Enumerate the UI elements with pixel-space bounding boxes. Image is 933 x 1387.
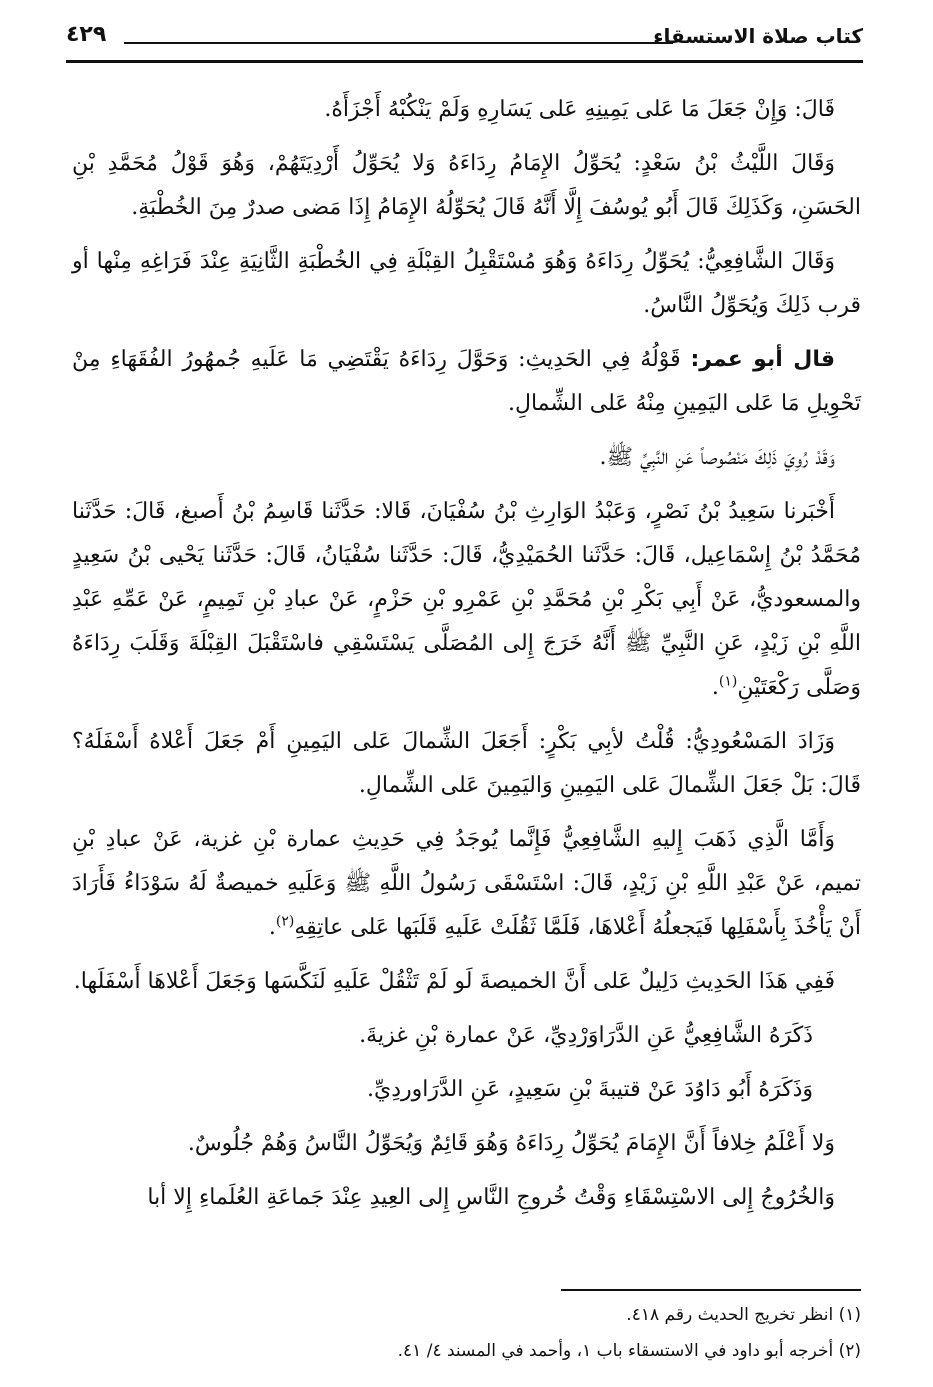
- footnote-marker: (١): [718, 673, 738, 690]
- footnote-separator: [561, 1289, 861, 1291]
- page-header: [66, 20, 863, 60]
- header-rule: [66, 60, 863, 63]
- header-underline: [124, 42, 673, 44]
- paragraph: ذَكَرَهُ الشَّافِعِيُّ عَنِ الدَّرَاوَرْدِيِّ، عَنْ عمارة بْنِ غزيةَ.: [359, 1023, 813, 1048]
- main-text: [72, 88, 861, 1230]
- paragraph: وَذَكَرَهُ أَبُو دَاوُدَ عَنْ قتيبةَ بْنِ سَعِيدٍ، عَنِ الدَّرَاوردِيِّ.: [367, 1077, 813, 1102]
- chapter-title: كتاب صلاة الاستسقاء: [653, 24, 863, 48]
- paragraph: قال أبو عمر: قَوْلُهُ فِي الحَدِيثِ: وَحَوَّلَ رِدَاءَهُ يَقْتَضِي مَا عَلَيهِ جُمهُورُ الفُقَهَاءِ مِنْ تَحْوِيلِ مَا عَلى اليَمِينِ مِنْهُ عَلى الشِّمالِ.: [72, 347, 861, 416]
- footnotes: [72, 1297, 861, 1369]
- paragraph: وَقَالَ الشَّافِعِيُّ: يُحَوِّلُ رِدَاءَهُ وَهُوَ مُسْتَقْبِلُ القِبْلَةِ فِي الخُطْبَةِ الثَّانِيَةِ عِنْدَ فَرَاغِهِ مِنْها أو قرب ذَلِكَ وَيُحَوِّلُ النَّاسُ.: [72, 249, 861, 318]
- paragraph: وَقَالَ اللَّيْثُ بْنُ سَعْدٍ: يُحَوِّلُ الإِمَامُ رِدَاءَهُ وَلا يُحَوِّلُ أَرْدِيَتَهُمْ، وَهُوَ قَوْلُ مُحَمَّدِ بْنِ الحَسَنِ، وَكَذَلِكَ قَالَ أَبُو يُوسُفَ إِلَّا أَنَّهُ قَالَ يُحَوِّلُهُ الإِمَامُ إِذَا مَضى صدرٌ مِنَ الخُطْبَةِ.: [72, 151, 861, 220]
- paragraph: وَالخُرُوجُ إِلى الاسْتِسْقَاءِ وَقْتُ خُروجِ النَّاسِ إِلى العِيدِ عِنْدَ جَماعَةِ العُلَماءِ إِلا أبا: [147, 1185, 835, 1210]
- paragraph: أَخْبَرنا سَعِيدُ بْنُ نَصْرٍ، وَعَبْدُ الوَارِثِ بْنُ سُفْيَانَ، قَالا: حَدَّثَنا قَاسِمُ بْنُ أَصبغ، قَالَ: حَدَّثَنا مُحَمَّدُ بْنُ إِسْمَاعِيل، قَالَ: حَدَّثَنا الحُمَيْدِيُّ، قَالَ: حَدَّثَنا سُفْيَانُ، قَالَ: حَدَّثَنا يَحْيى بْنُ سَعِيدٍ والمسعوديُّ، عَنْ أَبِي بَكْرِ بْنِ مُحَمَّدِ بْنِ عَمْرِو بْنِ حَزْمٍ، عَنْ عبادِ بْنِ تَمِيمٍ، عَنْ عَمِّهِ عَبْدِ اللَّهِ بْنِ زَيْدٍ، عَنِ النَّبِيِّ ﷺ أَنَّهُ خَرَجَ إِلى المُصَلَّى يَسْتَسْقِي فاسْتَقْبَلَ القِبْلَةَ وَقَلَبَ رِدَاءَهُ وَصَلَّى رَكْعَتَيْنِ$^{(١)}$.: [72, 499, 861, 700]
- footnote-marker: (٢): [275, 913, 295, 930]
- paragraph: قَالَ: وَإِنْ جَعَلَ مَا عَلى يَمِينِهِ عَلى يَسَارِهِ وَلَمْ يَنْكُبْهُ أَجْزَأَهُ.: [324, 97, 835, 122]
- paragraph: وَأَمَّا الَّذِي ذَهَبَ إِليهِ الشَّافِعِيُّ فَإِنَّما يُوجَدُ فِي حَدِيثِ عمارة بْنِ غزية، عَنْ عبادِ بْنِ تميم، عَنْ عَبْدِ اللَّهِ بْنِ زَيْدٍ، قَالَ: اسْتَسْقَى رَسُولُ اللَّهِ ﷺ وَعَلَيهِ خميصةٌ لَهُ سَوْدَاءُ فَأَرَادَ أَنْ يَأْخُذَ بِأَسْفَلِها فَيَجعلُهُ أَعْلاهَا، فَلَمَّا ثَقُلَتْ عَلَيهِ قَلَبَها عَلى عاتِقِهِ$^{(٢)}$.: [72, 827, 861, 940]
- page-number: ٤٢٩: [66, 22, 107, 47]
- paragraph: فَفِي هَذَا الحَدِيثِ دَلِيلٌ عَلى أَنَّ الخميصةَ لَو لَمْ تَثْقُلْ عَلَيهِ لَنَكَّسَها وَجَعَلَ أَعْلاهَا أَسْفَلَها.: [73, 969, 835, 994]
- footnote: (١) انظر تخريج الحديث رقم ٤١٨.: [626, 1305, 861, 1325]
- footnote: (٢) أخرجه أبو داود في الاستسقاء باب ١، وأحمد في المسند ٤/ ٤١.: [397, 1341, 861, 1361]
- paragraph: وَزَادَ المَسْعُودِيُّ: قُلْتُ لأبِي بَكْرٍ: أَجَعَلَ الشِّمالَ عَلى اليَمِينِ أَمْ جَعَلَ أَعْلاهُ أَسْفَلَهُ؟ قَالَ: بَلْ جَعَلَ الشِّمالَ عَلى اليَمِينِ وَاليَمِينَ عَلى الشِّمالِ.: [72, 729, 861, 798]
- paragraph: وَقَدْ رُوِيَ ذَلِكَ مَنْصُوصاً عَنِ النَّبِيِّ ﷺ.: [599, 445, 835, 470]
- speaker-lead: قال أبو عمر:: [690, 347, 835, 372]
- paragraph: وَلا أَعْلَمُ خِلافاً أَنَّ الإِمَامَ يُحَوِّلُ رِدَاءَهُ وَهُوَ قَائِمٌ وَيُحَوِّلُ النَّاسُ وَهُمْ جُلُوسٌ.: [187, 1131, 835, 1156]
